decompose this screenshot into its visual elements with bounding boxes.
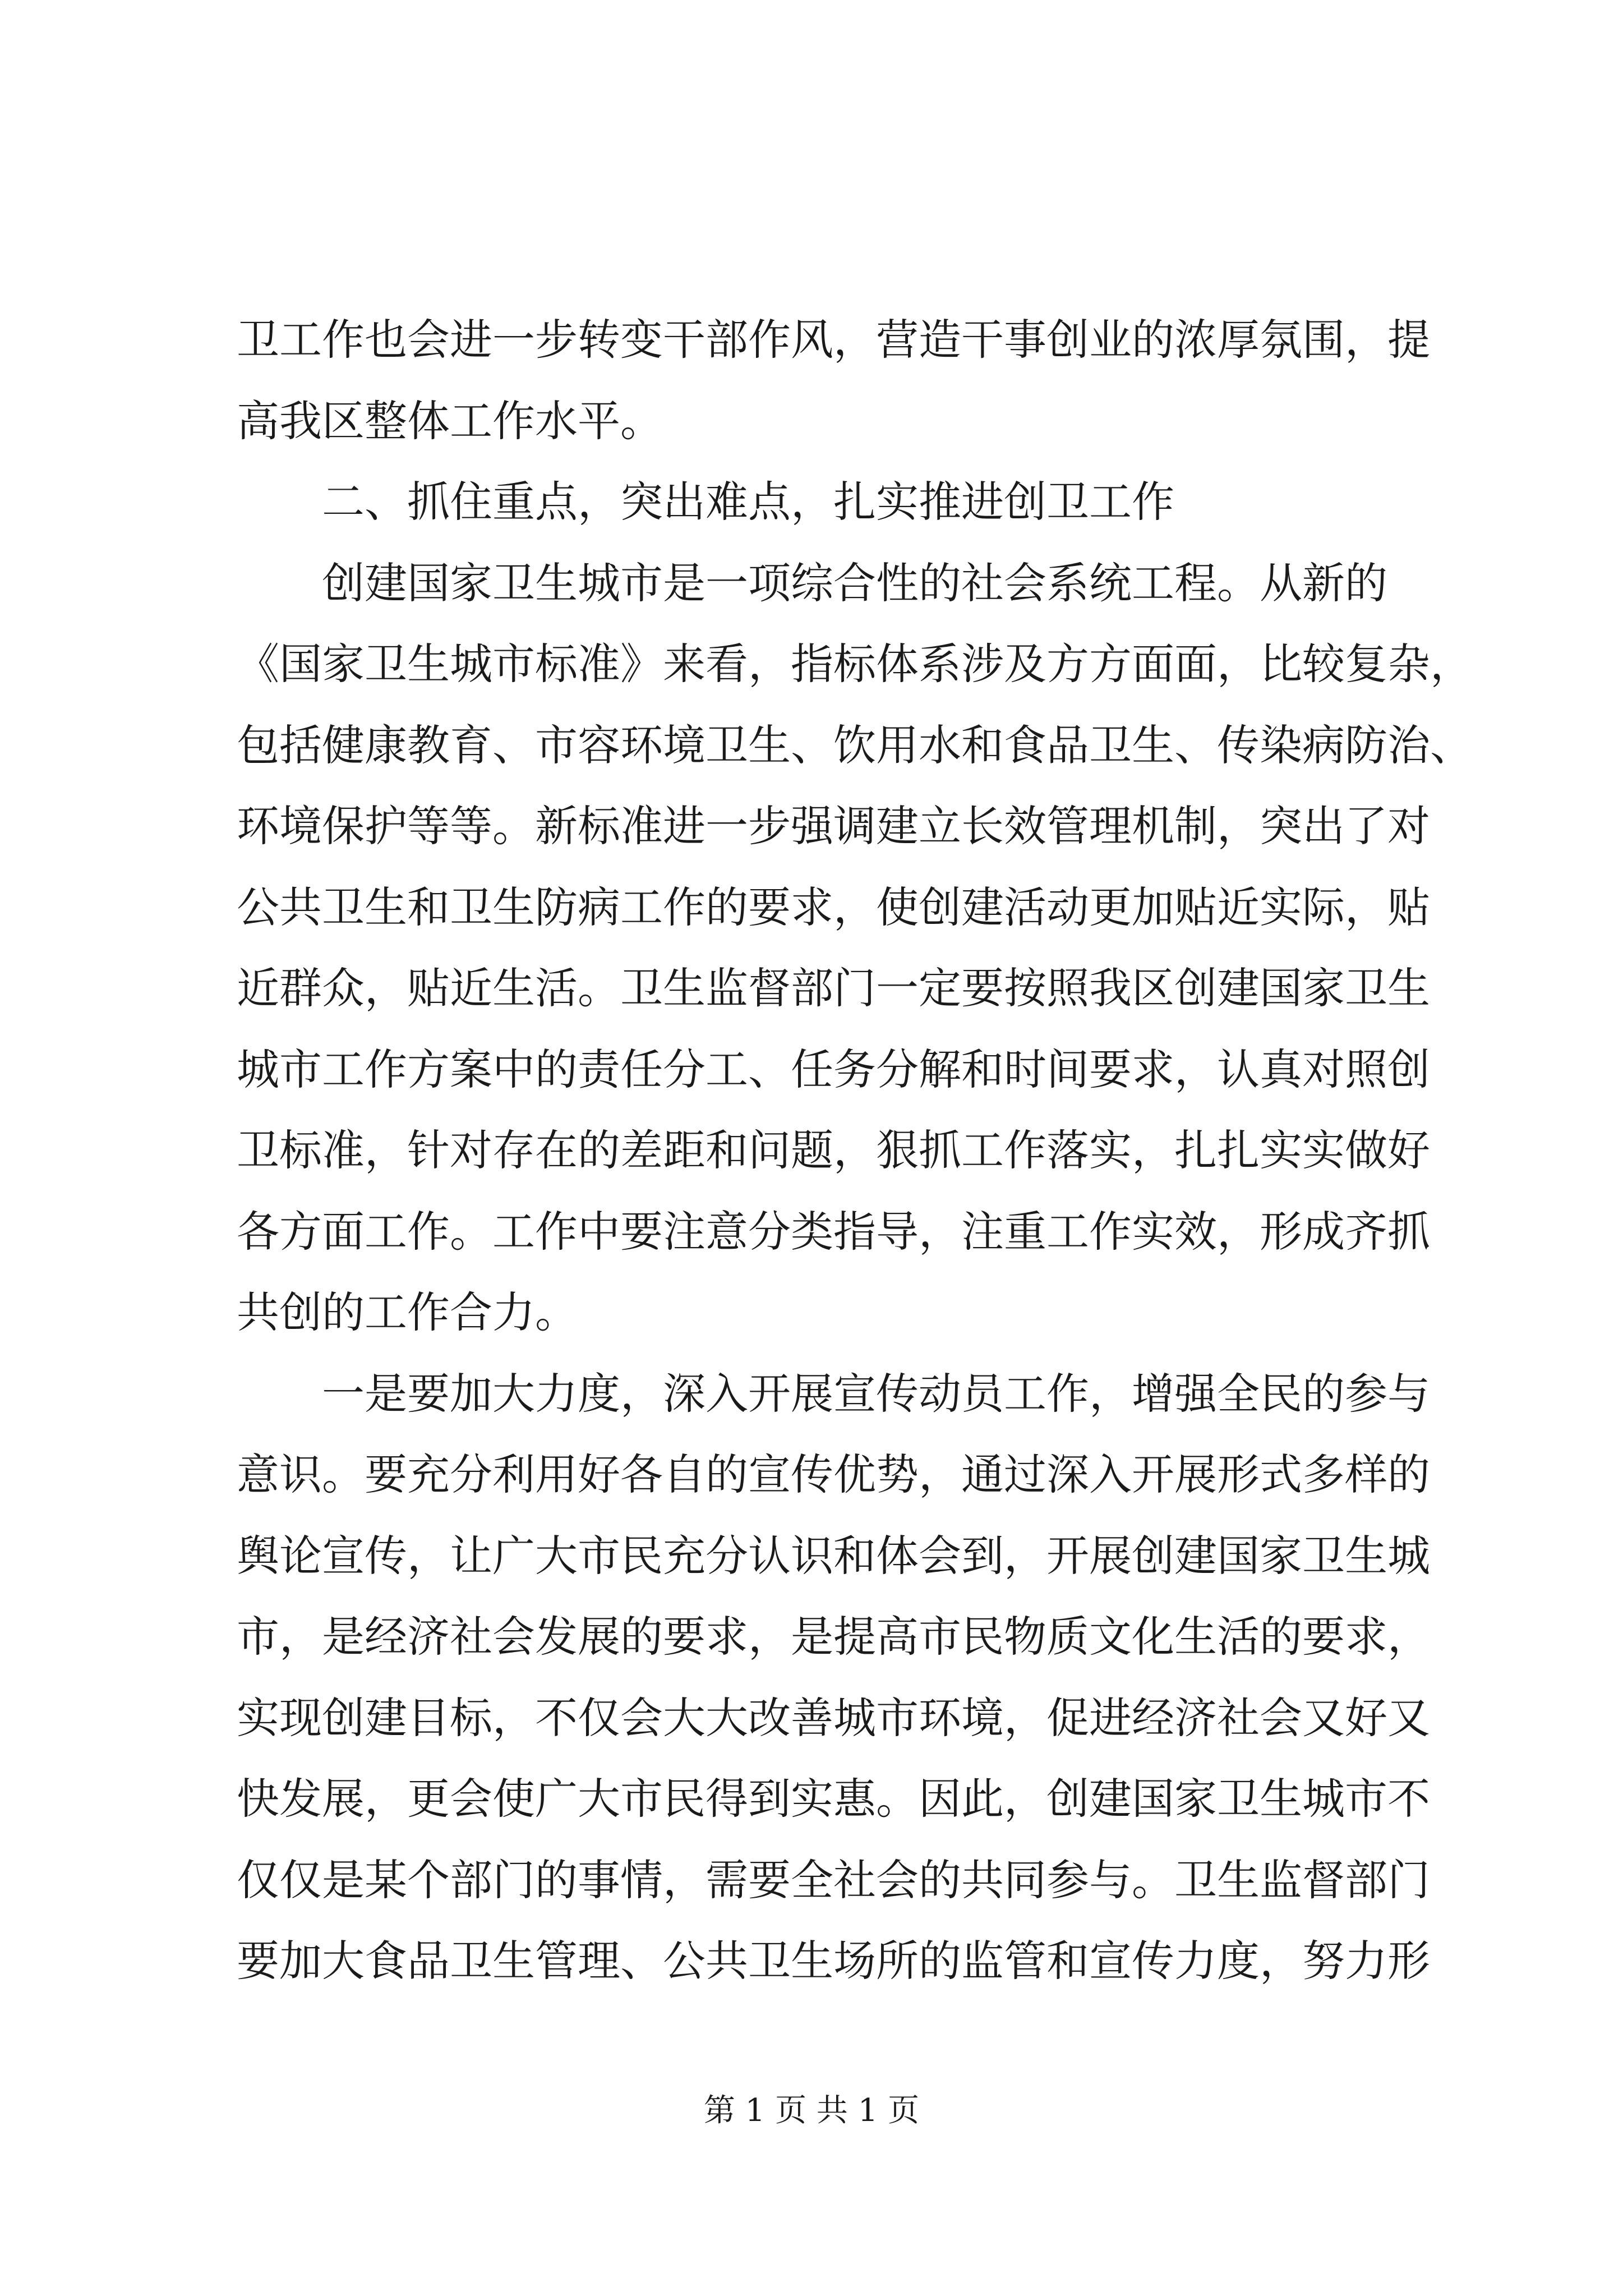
text-line: 包括健康教育、市容环境卫生、饮用水和食品卫生、传染病防治、 <box>237 720 1473 770</box>
text-line: 共创的工作合力。 <box>237 1287 578 1337</box>
text-line: 近群众，贴近生活。卫生监督部门一定要按照我区创建国家卫生 <box>237 963 1430 1013</box>
text-line: 卫标准，针对存在的差距和问题，狠抓工作落实，扎扎实实做好 <box>237 1125 1430 1175</box>
text-line: 城市工作方案中的责任分工、任务分解和时间要求，认真对照创 <box>237 1044 1430 1094</box>
text-line: 环境保护等等。新标准进一步强调建立长效管理机制，突出了对 <box>237 801 1430 851</box>
text-line: 卫工作也会进一步转变干部作风，营造干事创业的浓厚氛围，提 <box>237 315 1430 365</box>
text-line: 要加大食品卫生管理、公共卫生场所的监管和宣传力度，努力形 <box>237 1936 1430 1986</box>
text-line: 创建国家卫生城市是一项综合性的社会系统工程。从新的 <box>322 558 1387 608</box>
text-line: 意识。要充分利用好各自的宣传优势，通过深入开展形式多样的 <box>237 1450 1430 1499</box>
text-line: 快发展，更会使广大市民得到实惠。因此，创建国家卫生城市不 <box>237 1774 1430 1824</box>
page-footer: 第 1 页 共 1 页 <box>703 2092 920 2129</box>
text-line: 《国家卫生城市标准》来看，指标体系涉及方方面面，比较复杂， <box>237 639 1473 689</box>
text-line: 仅仅是某个部门的事情，需要全社会的共同参与。卫生监督部门 <box>237 1855 1430 1905</box>
text-line: 高我区整体工作水平。 <box>237 395 663 446</box>
text-line: 一是要加大力度，深入开展宣传动员工作，增强全民的参与 <box>322 1368 1430 1419</box>
text-line: 实现创建目标，不仅会大大改善城市环境，促进经济社会又好又 <box>237 1692 1430 1743</box>
text-line: 二、抓住重点，突出难点，扎实推进创卫工作 <box>322 477 1174 527</box>
text-line: 市，是经济社会发展的要求，是提高市民物质文化生活的要求， <box>237 1612 1430 1662</box>
text-line: 舆论宣传，让广大市民充分认识和体会到，开展创建国家卫生城 <box>237 1530 1430 1581</box>
text-line: 各方面工作。工作中要注意分类指导，注重工作实效，形成齐抓 <box>237 1206 1430 1257</box>
document-body <box>237 300 1473 2002</box>
text-line: 公共卫生和卫生防病工作的要求，使创建活动更加贴近实际，贴 <box>237 882 1430 932</box>
